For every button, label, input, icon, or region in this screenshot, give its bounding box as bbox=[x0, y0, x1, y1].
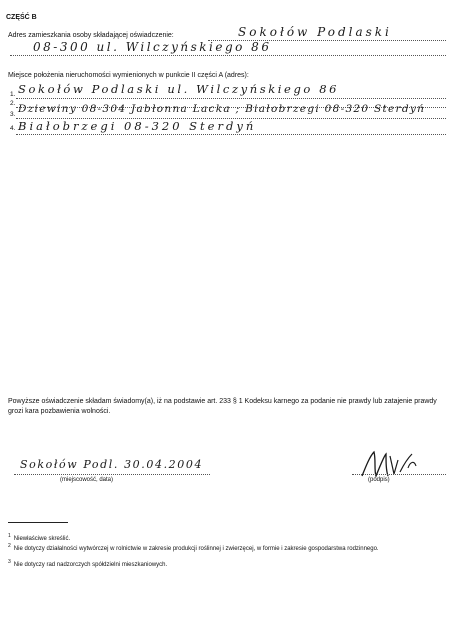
footnote bbox=[8, 542, 433, 553]
property-row-line bbox=[16, 134, 446, 135]
property-row-line bbox=[16, 98, 446, 99]
declaration-text: Powyższe oświadczenie składam świadomy(a), iż na podstawie art. 233 § 1 Kodeksu karnego za podanie nie prawdy lub zatajenie prawdy grozi kara pozbawienia wolności. bbox=[8, 398, 437, 415]
place-date-line bbox=[14, 474, 210, 475]
property-row-text: Dziewiny 08-304 Jabłonna Lacka ; Białobrzegi 08-320 Sterdyń bbox=[18, 103, 426, 115]
footnote-text: Nie dotyczy działalności wytwórczej w rolnictwie w zakresie produkcji roślinnej i zwierzęcej, w formie i zakresie gospodarstwa rodzinnego. bbox=[13, 546, 379, 552]
address-street-handwritten: 08-300 ul. Wilczyńskiego 86 bbox=[33, 40, 272, 54]
property-row-number: 4. bbox=[10, 125, 16, 132]
footnote-mark: 2 bbox=[8, 543, 11, 549]
footnote bbox=[8, 558, 438, 569]
footnote-mark: 3 bbox=[8, 559, 11, 565]
footnote-text: Nie dotyczy rad nadzorczych spółdzielni mieszkaniowych. bbox=[13, 562, 168, 568]
address-line-2 bbox=[10, 55, 446, 56]
place-date-handwritten: Sokołów Podl. 30.04.2004 bbox=[20, 458, 204, 471]
property-row-number: 3. bbox=[10, 111, 16, 118]
footnote-separator bbox=[8, 522, 68, 523]
footnote-mark: 1 bbox=[8, 533, 11, 539]
address-label: Adres zamieszkania osoby składającej oświadczenie: bbox=[8, 32, 174, 39]
footnote-text: Niewłaściwe skreślić. bbox=[13, 536, 71, 542]
place-date-caption: (miejscowość, data) bbox=[60, 477, 114, 483]
property-row-number: 2. bbox=[10, 100, 16, 107]
property-row-number: 1. bbox=[10, 91, 16, 98]
address-city-handwritten: Sokołów Podlaski bbox=[238, 25, 392, 39]
section-title: CZĘŚĆ B bbox=[6, 14, 37, 21]
property-row-text: Białobrzegi 08-320 Sterdyń bbox=[18, 119, 257, 133]
property-label: Miejsce położenia nieruchomości wymienionych w punkcie II części A (adres): bbox=[8, 72, 249, 79]
property-row-text: Sokołów Podlaski ul. Wilczyńskiego 86 bbox=[18, 82, 340, 96]
signature-caption: (podpis) bbox=[368, 477, 390, 483]
signature-line bbox=[352, 474, 446, 475]
